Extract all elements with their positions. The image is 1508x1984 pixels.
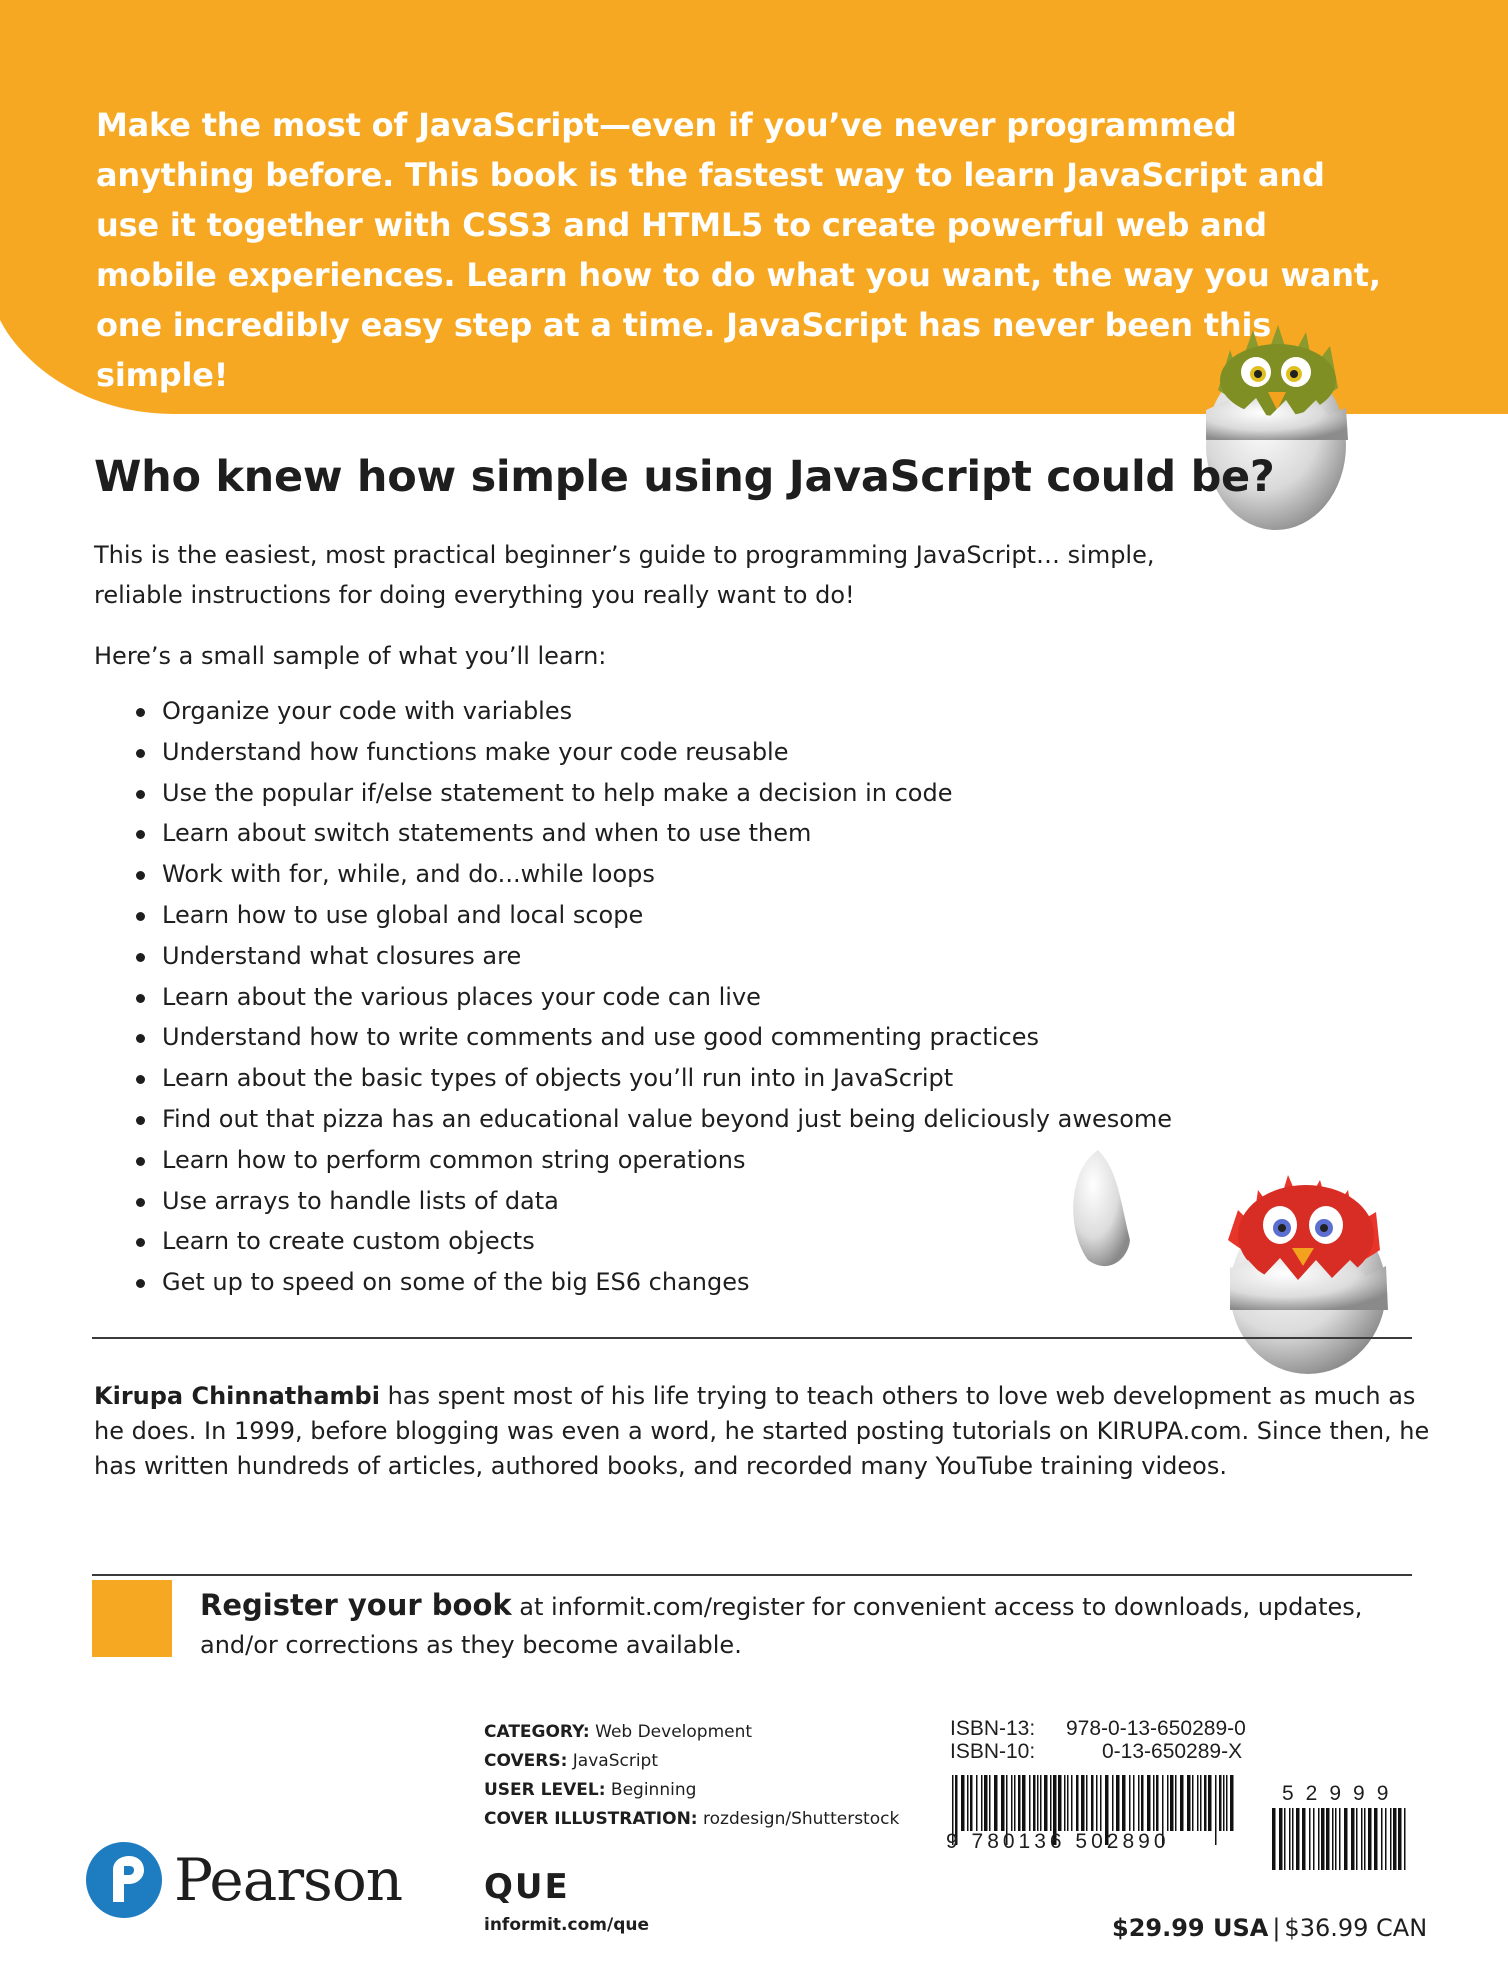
- list-item: Learn how to use global and local scope: [130, 895, 1172, 936]
- isbn-block: [950, 1717, 1246, 1763]
- barcode-bar: [1167, 1775, 1169, 1831]
- barcode-bar: [1200, 1775, 1202, 1831]
- isbn13-label: ISBN-13:: [950, 1717, 1036, 1740]
- list-item: Work with for, while, and do...while loops: [130, 854, 1172, 895]
- author-bio: [94, 1379, 1434, 1484]
- barcode-bar: [1326, 1808, 1330, 1870]
- barcode-bar: [1223, 1775, 1225, 1831]
- barcode-bar: [1398, 1808, 1402, 1870]
- que-url: informit.com/que: [484, 1915, 649, 1935]
- barcode-bar: [1141, 1775, 1144, 1831]
- page-title: Who knew how simple using JavaScript could be?: [94, 452, 1275, 502]
- barcode-bar: [994, 1775, 998, 1831]
- barcode-bar: [1147, 1775, 1151, 1831]
- pearson-logo: [84, 1840, 402, 1920]
- barcode-bar: [1361, 1808, 1363, 1870]
- register-note: [200, 1586, 1400, 1664]
- barcode-bar: [1112, 1775, 1114, 1831]
- barcode-bar: [1044, 1775, 1048, 1831]
- barcode-bar: [1170, 1775, 1174, 1831]
- barcode-bar: [1029, 1775, 1031, 1831]
- barcode-bar: [1096, 1775, 1098, 1831]
- list-item: Understand how functions make your code reusable: [130, 732, 1172, 773]
- barcode-bar: [1197, 1775, 1199, 1831]
- barcode-bar: [1122, 1775, 1126, 1831]
- barcode-bar: [1356, 1808, 1358, 1870]
- barcode-bar: [984, 1775, 988, 1831]
- barcode-bar: [1086, 1775, 1088, 1831]
- barcode-bar: [1040, 1775, 1042, 1831]
- barcode-bar: [1192, 1775, 1194, 1831]
- barcode-bar: [1215, 1775, 1217, 1845]
- barcode-bar: [1332, 1808, 1334, 1870]
- barcode-bar: [1335, 1808, 1337, 1870]
- list-item: Learn how to perform common string operations: [130, 1140, 1172, 1181]
- que-wordmark: QUE: [484, 1868, 570, 1904]
- learn-list: [130, 691, 1172, 1303]
- list-item: Use arrays to handle lists of data: [130, 1181, 1172, 1222]
- book-metadata: [484, 1718, 899, 1834]
- barcode-bar: [1393, 1808, 1397, 1870]
- barcode-bar: [1001, 1775, 1005, 1831]
- barcode-bar: [1067, 1775, 1069, 1831]
- register-bold: Register your book: [200, 1588, 512, 1622]
- barcode-bar: [1318, 1808, 1320, 1870]
- barcode-bar: [1226, 1775, 1228, 1831]
- barcode-bar: [1071, 1775, 1073, 1831]
- barcode-bar: [1309, 1808, 1311, 1870]
- barcode-bar: [1390, 1808, 1392, 1870]
- barcode-bar: [1344, 1808, 1348, 1870]
- barcode-bar: [1289, 1808, 1291, 1870]
- list-item: Find out that pizza has an educational value beyond just being deliciously awesome: [130, 1099, 1172, 1140]
- barcode-bar: [1050, 1775, 1052, 1831]
- barcode-bar: [1116, 1775, 1120, 1831]
- barcode-bar: [1129, 1775, 1131, 1831]
- barcode-bar: [1292, 1808, 1294, 1870]
- divider: [92, 1574, 1412, 1576]
- barcode-bar: [981, 1775, 983, 1831]
- intro-text: Make the most of JavaScript—even if you’ve never programmed anything before. This book is the fastest way to learn JavaScript and use it together with CSS3 and HTML5 to create powerful web and mobile experiences. Learn how to do what you want, the way you want, one incredibly easy step at a time. JavaScript has never been this simple!: [96, 106, 1381, 394]
- barcode-bar: [1381, 1808, 1383, 1870]
- barcode-bar: [1321, 1808, 1325, 1870]
- lead-paragraph: This is the easiest, most practical beginner’s guide to programming JavaScript… simple, reliable instructions for doing everything you really want to do!: [94, 541, 1155, 609]
- price: [1112, 1914, 1427, 1942]
- barcode-bar: [1368, 1808, 1372, 1870]
- barcode-bar: [1091, 1775, 1094, 1831]
- barcode-bar: [1018, 1775, 1021, 1831]
- barcode-bar: [970, 1775, 973, 1831]
- barcode-bar: [1011, 1775, 1013, 1831]
- category-label: CATEGORY:: [484, 1722, 590, 1742]
- barcode-bar: [1272, 1808, 1276, 1870]
- barcode-bar: [1339, 1808, 1341, 1870]
- list-item: Get up to speed on some of the big ES6 changes: [130, 1262, 1172, 1303]
- barcode-bar: [1037, 1775, 1039, 1831]
- barcode-bar: [1076, 1775, 1079, 1831]
- barcode-bar: [1014, 1775, 1016, 1831]
- pearson-p-icon: [84, 1840, 164, 1920]
- supplement-barcode: [1270, 1808, 1410, 1870]
- barcode-bar: [1230, 1775, 1234, 1831]
- level-value: Beginning: [610, 1780, 697, 1800]
- barcode-supplement-digits: 52999: [1282, 1782, 1401, 1805]
- barcode-digits: 9 780136 502890: [946, 1830, 1170, 1853]
- pearson-wordmark: Pearson: [174, 1846, 403, 1914]
- level-label: USER LEVEL:: [484, 1780, 606, 1800]
- barcode-bar: [1100, 1775, 1102, 1831]
- illustration-value: rozdesign/Shutterstock: [703, 1809, 900, 1829]
- category-value: Web Development: [595, 1722, 753, 1742]
- illustration-label: COVER ILLUSTRATION:: [484, 1809, 698, 1829]
- barcode-bar: [1279, 1808, 1283, 1870]
- register-text: at informit.com/register for convenient access to downloads, updates, and/or corrections as they become available.: [200, 1593, 1363, 1659]
- covers-value: JavaScript: [572, 1751, 658, 1771]
- barcode-bar: [1404, 1808, 1406, 1870]
- list-item: Understand what closures are: [130, 936, 1172, 977]
- barcode-bar: [1385, 1808, 1387, 1870]
- barcode-bar: [1208, 1775, 1212, 1831]
- barcode-bar: [1133, 1775, 1135, 1831]
- sample-intro: Here’s a small sample of what you’ll learn:: [94, 642, 607, 670]
- list-item: Learn about the basic types of objects you’ll run into in JavaScript: [130, 1058, 1172, 1099]
- covers-label: COVERS:: [484, 1751, 568, 1771]
- barcode-bar: [1219, 1775, 1222, 1831]
- barcode-bar: [1022, 1775, 1026, 1831]
- price-usa: $29.99 USA: [1112, 1914, 1269, 1942]
- author-name: Kirupa Chinnathambi: [94, 1382, 380, 1410]
- barcode-bar: [1296, 1808, 1300, 1870]
- isbn13-value: 978-0-13-650289-0: [1066, 1717, 1246, 1740]
- barcode-bar: [976, 1775, 978, 1831]
- barcode-bar: [1175, 1775, 1177, 1831]
- barcode-bar: [1284, 1808, 1286, 1870]
- price-separator: |: [1272, 1914, 1281, 1942]
- barcode-bar: [1313, 1808, 1315, 1870]
- barcode-bar: [1302, 1808, 1306, 1870]
- barcode-bar: [1351, 1808, 1355, 1870]
- barcode-bar: [1374, 1808, 1378, 1870]
- barcode-bar: [1033, 1775, 1036, 1831]
- list-item: Learn about switch statements and when to use them: [130, 813, 1172, 854]
- barcode-bar: [1058, 1775, 1062, 1831]
- barcode-bar: [961, 1775, 965, 1831]
- barcode-bar: [1156, 1775, 1159, 1831]
- barcode-bar: [1138, 1775, 1140, 1831]
- barcode-bar: [989, 1775, 991, 1831]
- isbn10-value: 0-13-650289-X: [1102, 1740, 1243, 1763]
- barcode-bar: [1064, 1775, 1066, 1831]
- list-item: Learn about the various places your code can live: [130, 977, 1172, 1018]
- barcode-bar: [1187, 1775, 1191, 1831]
- barcode-bar: [967, 1775, 969, 1831]
- list-item: Use the popular if/else statement to help make a decision in code: [130, 773, 1172, 814]
- barcode-bar: [1204, 1775, 1207, 1831]
- barcode-bar: [1180, 1775, 1184, 1831]
- barcode-bar: [1153, 1775, 1155, 1831]
- divider: [92, 1337, 1412, 1339]
- que-logo: [484, 1868, 604, 1904]
- list-item: Understand how to write comments and use good commenting practices: [130, 1017, 1172, 1058]
- price-can: $36.99 CAN: [1284, 1914, 1428, 1942]
- isbn10-label: ISBN-10:: [950, 1740, 1036, 1763]
- list-item: Learn to create custom objects: [130, 1221, 1172, 1262]
- author-bio-text: has spent most of his life trying to teach others to love web development as much as he does. In 1999, before blogging was even a word, he started posting tutorials on KIRUPA.com. Since then, he has written hundreds of articles, authored books, and recorded many YouTube training videos.: [94, 1382, 1430, 1480]
- barcode-bar: [1364, 1808, 1366, 1870]
- register-accent-square: [92, 1580, 172, 1657]
- list-item: Organize your code with variables: [130, 691, 1172, 732]
- barcode-bar: [1081, 1775, 1085, 1831]
